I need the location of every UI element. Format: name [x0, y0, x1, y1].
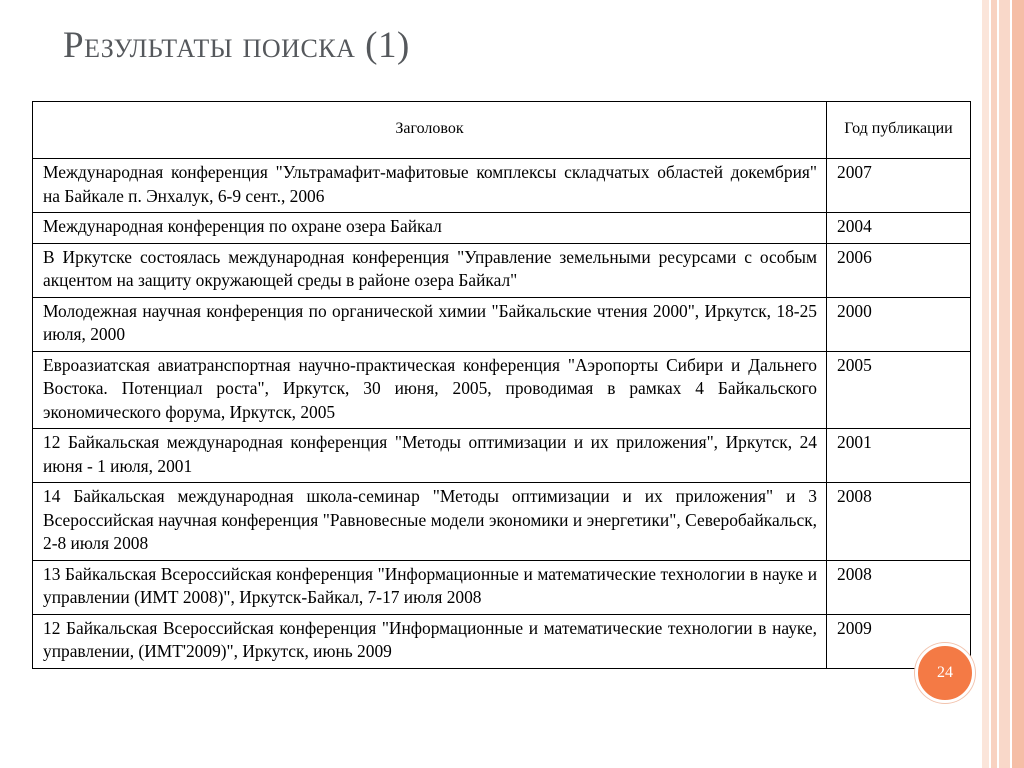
- table-row: [33, 213, 971, 244]
- table-row: [33, 297, 971, 351]
- row-year: 2008: [827, 560, 971, 614]
- row-title: Молодежная научная конференция по органической химии "Байкальские чтения 2000", Иркутск, 18-25 июля, 2000: [33, 297, 827, 351]
- decorative-stripe: [999, 0, 1010, 768]
- row-title: 12 Байкальская международная конференция "Методы оптимизации и их приложения", Иркутск, 24 июня - 1 июля, 2001: [33, 429, 827, 483]
- row-title: Международная конференция "Ультрамафит-мафитовые комплексы складчатых областей докембрия" на Байкале п. Энхалук, 6-9 сент., 2006: [33, 159, 827, 213]
- row-year: 2008: [827, 483, 971, 561]
- table-header-row: [33, 102, 971, 159]
- row-year: 2009: [827, 614, 971, 668]
- table-row: [33, 351, 971, 429]
- row-year: 2006: [827, 243, 971, 297]
- table-row: [33, 243, 971, 297]
- table-row: [33, 560, 971, 614]
- slide-title: Результаты поиска (1): [63, 25, 410, 66]
- table-row: [33, 614, 971, 668]
- column-header-title: Заголовок: [33, 102, 827, 159]
- row-year: 2007: [827, 159, 971, 213]
- page-number-badge: 24: [915, 643, 975, 703]
- row-title: В Иркутске состоялась международная конференция "Управление земельными ресурсами с особым акцентом на защиту окружающей среды в районе озера Байкал": [33, 243, 827, 297]
- row-year: 2000: [827, 297, 971, 351]
- decorative-stripe: [1012, 0, 1024, 768]
- row-title: Евроазиатская авиатранспортная научно-практическая конференция "Аэропорты Сибири и Дальнего Востока. Потенциал роста", Иркутск, 30 июня, 2005, проводимая в рамках 4 Байкальского экономического форума, Иркутск, 2005: [33, 351, 827, 429]
- table-row: [33, 429, 971, 483]
- decorative-stripe: [991, 0, 997, 768]
- row-title: Международная конференция по охране озера Байкал: [33, 213, 827, 244]
- row-title: 12 Байкальская Всероссийская конференция "Информационные и математические технологии в науке, управлении, (ИМТ'2009)", Иркутск, июнь 2009: [33, 614, 827, 668]
- decorative-stripe: [982, 0, 989, 768]
- table-row: [33, 483, 971, 561]
- row-year: 2004: [827, 213, 971, 244]
- search-results-table: [32, 101, 971, 669]
- row-year: 2001: [827, 429, 971, 483]
- row-year: 2005: [827, 351, 971, 429]
- table-row: [33, 159, 971, 213]
- column-header-year: Год публикации: [827, 102, 971, 159]
- row-title: 14 Байкальская международная школа-семинар "Методы оптимизации и их приложения" и 3 Всероссийская научная конференция "Равновесные модели экономики и энергетики", Северобайкальск, 2-8 июля 2008: [33, 483, 827, 561]
- row-title: 13 Байкальская Всероссийская конференция "Информационные и математические технологии в науке и управлении (ИМТ 2008)", Иркутск-Байкал, 7-17 июля 2008: [33, 560, 827, 614]
